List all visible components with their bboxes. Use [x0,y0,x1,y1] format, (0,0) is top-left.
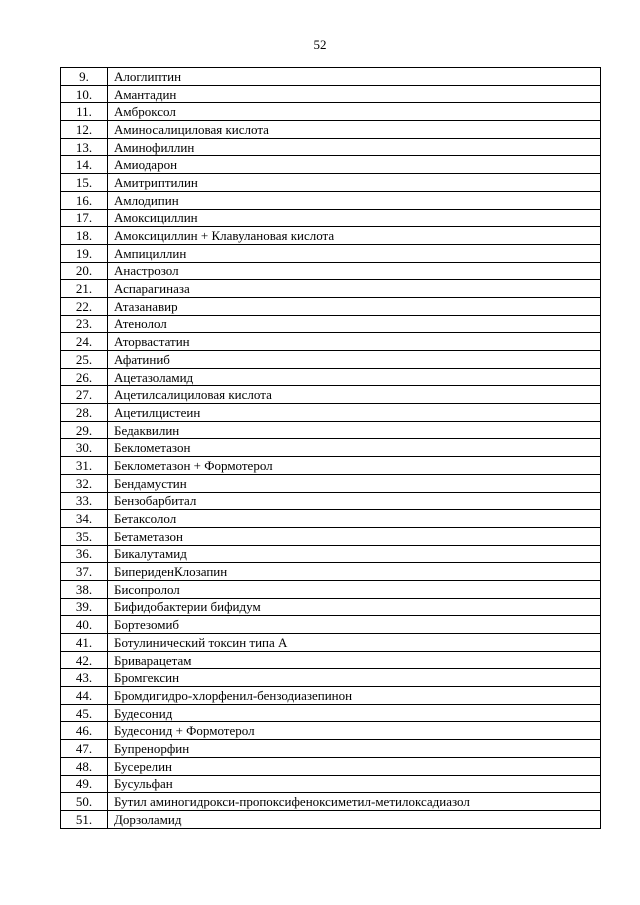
row-number: 17. [61,209,108,227]
row-number: 51. [61,810,108,828]
table-row [61,616,601,634]
row-number: 42. [61,651,108,669]
drug-list-table [60,67,601,829]
table-row [61,138,601,156]
table-row [61,156,601,174]
table-row [61,651,601,669]
row-number: 29. [61,421,108,439]
table-row [61,191,601,209]
row-number: 48. [61,757,108,775]
table-row [61,280,601,298]
row-number: 33. [61,492,108,510]
drug-name: Беклометазон + Формотерол [108,457,601,475]
table-row [61,421,601,439]
drug-name: Бикалутамид [108,545,601,563]
row-number: 44. [61,687,108,705]
drug-name: Анастрозол [108,262,601,280]
row-number: 19. [61,244,108,262]
row-number: 24. [61,333,108,351]
drug-name: Ацетилсалициловая кислота [108,386,601,404]
drug-name: Бетаметазон [108,527,601,545]
table-row [61,580,601,598]
row-number: 49. [61,775,108,793]
row-number: 13. [61,138,108,156]
drug-name: Аминофиллин [108,138,601,156]
table-row [61,227,601,245]
drug-name: Амоксициллин + Клавулановая кислота [108,227,601,245]
table-row [61,669,601,687]
row-number: 30. [61,439,108,457]
table-row [61,757,601,775]
row-number: 38. [61,580,108,598]
drug-name: Бромгексин [108,669,601,687]
drug-name: Бупренорфин [108,740,601,758]
drug-name: Дорзоламид [108,810,601,828]
drug-name: Ампициллин [108,244,601,262]
row-number: 10. [61,85,108,103]
drug-name: Афатиниб [108,351,601,369]
row-number: 20. [61,262,108,280]
row-number: 47. [61,740,108,758]
row-number: 26. [61,368,108,386]
table-row [61,598,601,616]
table-row [61,704,601,722]
row-number: 27. [61,386,108,404]
drug-name: Бисопролол [108,580,601,598]
row-number: 28. [61,404,108,422]
row-number: 39. [61,598,108,616]
table-row [61,687,601,705]
drug-name: Аспарагиназа [108,280,601,298]
drug-name: Амитриптилин [108,174,601,192]
drug-name: Ацетилцистеин [108,404,601,422]
table-row [61,386,601,404]
drug-name: Бензобарбитал [108,492,601,510]
table-row [61,810,601,828]
table-row [61,510,601,528]
table-row [61,722,601,740]
table-row [61,404,601,422]
row-number: 37. [61,563,108,581]
table-row [61,563,601,581]
table-row [61,740,601,758]
drug-name: Бендамустин [108,474,601,492]
drug-name: Бромдигидро-хлорфенил-бензодиазепинон [108,687,601,705]
drug-name: Бутил аминогидрокси-пропоксифеноксиметил-метилоксадиазол [108,793,601,811]
table-row [61,244,601,262]
drug-name: Бусульфан [108,775,601,793]
row-number: 46. [61,722,108,740]
table-row [61,351,601,369]
drug-name: Атазанавир [108,297,601,315]
row-number: 18. [61,227,108,245]
table-row [61,85,601,103]
table-row [61,333,601,351]
table-row [61,209,601,227]
drug-name: Беклометазон [108,439,601,457]
table-row [61,457,601,475]
row-number: 21. [61,280,108,298]
drug-list-body [61,68,601,829]
page-number: 52 [313,37,327,52]
table-row [61,297,601,315]
table-row [61,262,601,280]
row-number: 40. [61,616,108,634]
table-row [61,474,601,492]
table-row [61,775,601,793]
drug-name: Бусерелин [108,757,601,775]
table-row [61,68,601,86]
table-row [61,439,601,457]
row-number: 32. [61,474,108,492]
row-number: 23. [61,315,108,333]
row-number: 45. [61,704,108,722]
drug-name: Аторвастатин [108,333,601,351]
drug-name: Бортезомиб [108,616,601,634]
table-row [61,315,601,333]
table-row [61,793,601,811]
row-number: 36. [61,545,108,563]
drug-name: Бедаквилин [108,421,601,439]
row-number: 12. [61,121,108,139]
drug-name: Амиодарон [108,156,601,174]
drug-name: Бетаксолол [108,510,601,528]
row-number: 43. [61,669,108,687]
row-number: 15. [61,174,108,192]
drug-name: Амантадин [108,85,601,103]
drug-name: Аминосалициловая кислота [108,121,601,139]
row-number: 14. [61,156,108,174]
table-row [61,121,601,139]
table-row [61,545,601,563]
row-number: 11. [61,103,108,121]
table-row [61,492,601,510]
drug-name: Будесонид + Формотерол [108,722,601,740]
table-row [61,103,601,121]
drug-name: Ботулинический токсин типа А [108,634,601,652]
table-row [61,174,601,192]
drug-name: Бриварацетам [108,651,601,669]
table-row [61,634,601,652]
row-number: 25. [61,351,108,369]
row-number: 9. [61,68,108,86]
table-row [61,368,601,386]
row-number: 41. [61,634,108,652]
drug-name: Алоглиптин [108,68,601,86]
drug-name: Амлодипин [108,191,601,209]
table-row [61,527,601,545]
drug-name: Будесонид [108,704,601,722]
drug-name: Бифидобактерии бифидум [108,598,601,616]
drug-name: Амброксол [108,103,601,121]
drug-name: Атенолол [108,315,601,333]
drug-name: БипериденКлозапин [108,563,601,581]
row-number: 31. [61,457,108,475]
drug-name: Ацетазоламид [108,368,601,386]
row-number: 35. [61,527,108,545]
row-number: 22. [61,297,108,315]
row-number: 34. [61,510,108,528]
row-number: 16. [61,191,108,209]
row-number: 50. [61,793,108,811]
drug-name: Амоксициллин [108,209,601,227]
